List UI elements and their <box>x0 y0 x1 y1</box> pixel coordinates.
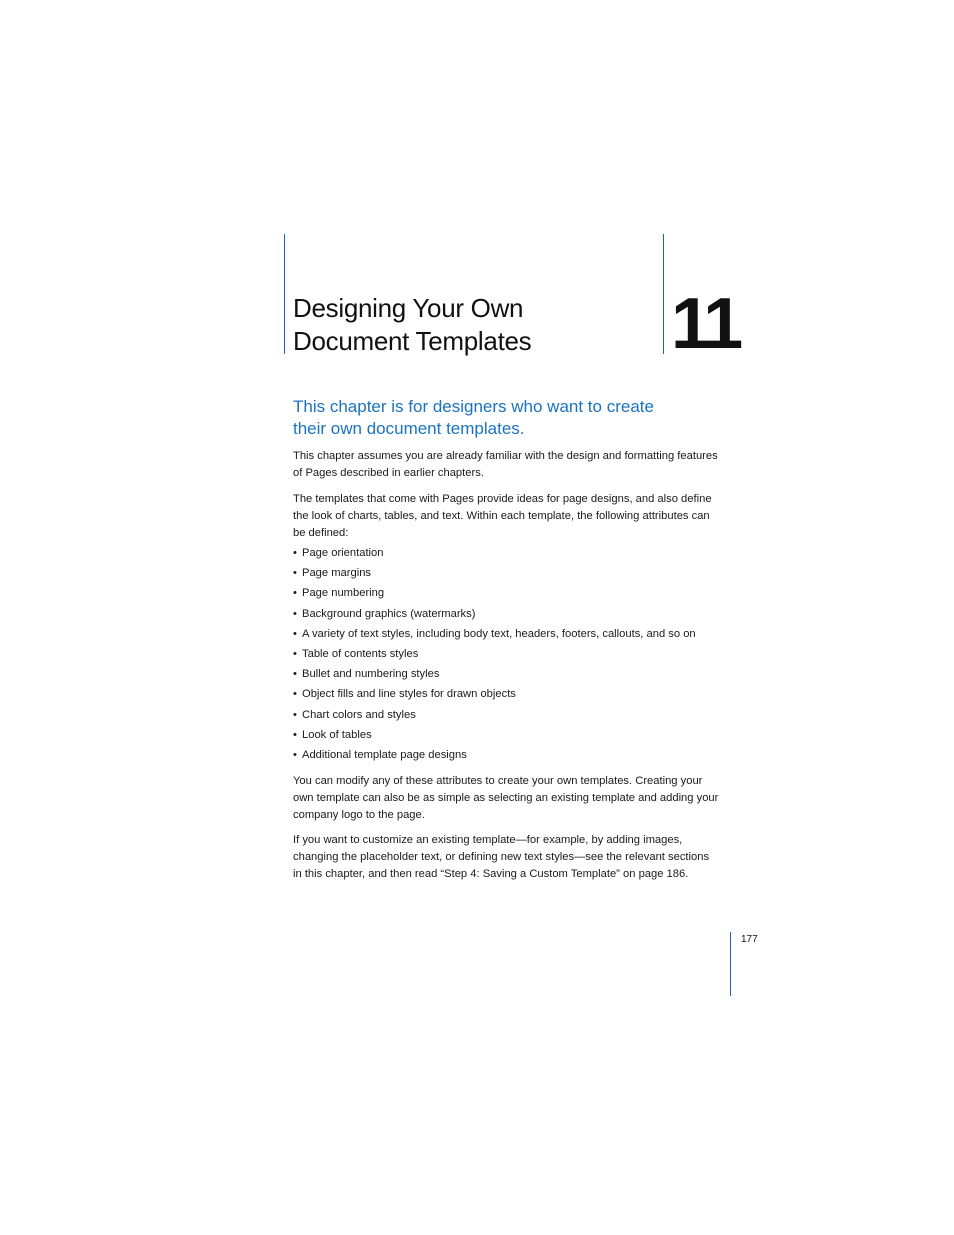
chapter-title-line: Document Templates <box>293 326 532 356</box>
paragraph-line: The templates that come with Pages provide ideas for page designs, and also define <box>293 493 712 505</box>
list-item-text: Page margins <box>302 567 372 580</box>
list-item <box>293 727 733 747</box>
paragraph-line: This chapter assumes you are already familiar with the design and formatting features <box>293 450 718 462</box>
intro-line: their own document templates. <box>293 419 525 438</box>
list-item <box>293 545 733 565</box>
list-item <box>293 686 733 706</box>
body-paragraph <box>293 832 733 883</box>
paragraph-line: company logo to the page. <box>293 809 425 821</box>
chapter-title-line: Designing Your Own <box>293 293 524 323</box>
bullet-marker: • <box>293 587 297 600</box>
list-item <box>293 707 733 727</box>
chapter-number: 11 <box>671 284 740 364</box>
list-item <box>293 646 733 666</box>
paragraph-line: own template can also be as simple as selecting an existing template and adding your <box>293 792 719 804</box>
bullet-marker: • <box>293 647 297 660</box>
list-item-text: Background graphics (watermarks) <box>302 607 476 620</box>
bullet-marker: • <box>293 627 297 640</box>
paragraph-line: of Pages described in earlier chapters. <box>293 467 484 479</box>
bullet-marker: • <box>293 567 297 580</box>
list-item <box>293 606 733 626</box>
list-item <box>293 626 733 646</box>
paragraph-line: be defined: <box>293 527 349 539</box>
paragraph-line: in this chapter, and then read “Step 4: Saving a Custom Template” on page 186. <box>293 868 689 880</box>
list-item-text: Chart colors and styles <box>302 708 416 721</box>
intro-line: This chapter is for designers who want to create <box>293 397 654 416</box>
bullet-marker: • <box>293 688 297 701</box>
chapter-intro <box>293 396 733 440</box>
page-number: 177 <box>741 934 758 945</box>
list-item-text: Bullet and numbering styles <box>302 668 440 681</box>
bullet-marker: • <box>293 668 297 681</box>
list-item <box>293 565 733 585</box>
paragraph-line: the look of charts, tables, and text. Within each template, the following attributes can <box>293 510 710 522</box>
bullet-marker: • <box>293 748 297 761</box>
chapter-title <box>293 292 653 358</box>
list-item <box>293 747 733 767</box>
body-paragraph <box>293 448 733 482</box>
list-item-text: Object fills and line styles for drawn objects <box>302 688 516 701</box>
paragraph-line: If you want to customize an existing template—for example, by adding images, <box>293 834 683 846</box>
bullet-marker: • <box>293 708 297 721</box>
bullet-marker: • <box>293 728 297 741</box>
paragraph-line: You can modify any of these attributes to create your own templates. Creating your <box>293 775 703 787</box>
body-paragraph <box>293 491 733 542</box>
paragraph-line: changing the placeholder text, or defining new text styles—see the relevant sections <box>293 851 710 863</box>
list-item-text: Page orientation <box>302 547 384 559</box>
list-item-text: Page numbering <box>302 587 385 600</box>
bullet-marker: • <box>293 547 297 559</box>
list-item <box>293 666 733 686</box>
body-paragraph <box>293 773 733 824</box>
attribute-list <box>293 545 733 767</box>
list-item-text: Look of tables <box>302 728 372 741</box>
list-item <box>293 585 733 605</box>
list-item-text: A variety of text styles, including body text, headers, footers, callouts, and so on <box>302 627 696 640</box>
list-item-text: Table of contents styles <box>302 647 419 660</box>
chapter-rule-left <box>284 234 285 354</box>
bullet-marker: • <box>293 607 297 620</box>
folio-rule <box>730 932 731 996</box>
chapter-rule-right <box>663 234 664 354</box>
list-item-text: Additional template page designs <box>302 748 467 761</box>
